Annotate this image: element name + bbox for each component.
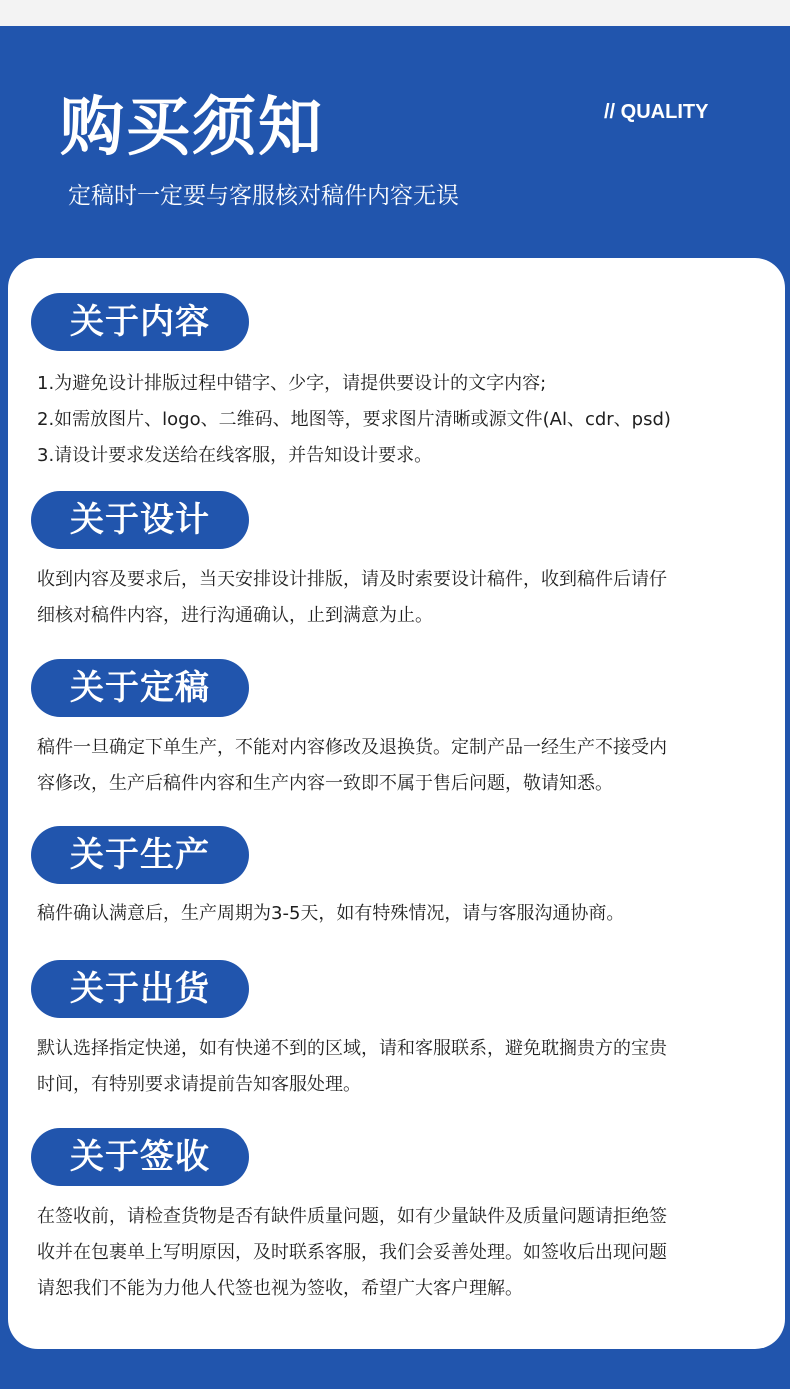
section-line: 稿件确认满意后，生产周期为3-5天，如有特殊情况，请与客服沟通协商。 xyxy=(37,903,625,924)
section-line: 3.请设计要求发送给在线客服，并告知设计要求。 xyxy=(37,445,433,466)
section-body-content xyxy=(37,366,757,474)
section-body-design xyxy=(37,562,757,634)
section-heading-design: 关于设计 xyxy=(31,491,249,549)
section-line: 默认选择指定快递，如有快递不到的区域，请和客服联系，避免耽搁贵方的宝贵 xyxy=(37,1038,667,1059)
section-heading-production: 关于生产 xyxy=(31,826,249,884)
section-line: 容修改，生产后稿件内容和生产内容一致即不属于售后问题，敬请知悉。 xyxy=(37,773,613,794)
section-body-receipt xyxy=(37,1199,757,1307)
section-heading-shipping: 关于出货 xyxy=(31,960,249,1018)
section-line: 收并在包裹单上写明原因，及时联系客服，我们会妥善处理。如签收后出现问题 xyxy=(37,1242,667,1263)
section-heading-receipt: 关于签收 xyxy=(31,1128,249,1186)
section-body-production xyxy=(37,896,757,932)
section-body-finalize xyxy=(37,730,757,802)
section-line: 2.如需放图片、logo、二维码、地图等，要求图片清晰或源文件(Al、cdr、psd) xyxy=(37,409,671,430)
top-strip xyxy=(0,0,790,26)
section-line: 稿件一旦确定下单生产，不能对内容修改及退换货。定制产品一经生产不接受内 xyxy=(37,737,667,758)
section-line: 细核对稿件内容，进行沟通确认，止到满意为止。 xyxy=(37,605,433,626)
section-heading-finalize: 关于定稿 xyxy=(31,659,249,717)
quality-tag: // QUALITY xyxy=(604,101,709,123)
page-title: 购买须知 xyxy=(60,91,324,165)
section-line: 1.为避免设计排版过程中错字、少字，请提供要设计的文字内容; xyxy=(37,373,547,394)
page-subtitle: 定稿时一定要与客服核对稿件内容无误 xyxy=(68,183,459,209)
section-heading-content: 关于内容 xyxy=(31,293,249,351)
section-body-shipping xyxy=(37,1031,757,1103)
section-line: 请恕我们不能为力他人代签也视为签收，希望广大客户理解。 xyxy=(37,1278,523,1299)
section-line: 收到内容及要求后，当天安排设计排版，请及时索要设计稿件，收到稿件后请仔 xyxy=(37,569,667,590)
section-line: 在签收前，请检查货物是否有缺件质量问题，如有少量缺件及质量问题请拒绝签 xyxy=(37,1206,667,1227)
section-line: 时间，有特别要求请提前告知客服处理。 xyxy=(37,1074,361,1095)
